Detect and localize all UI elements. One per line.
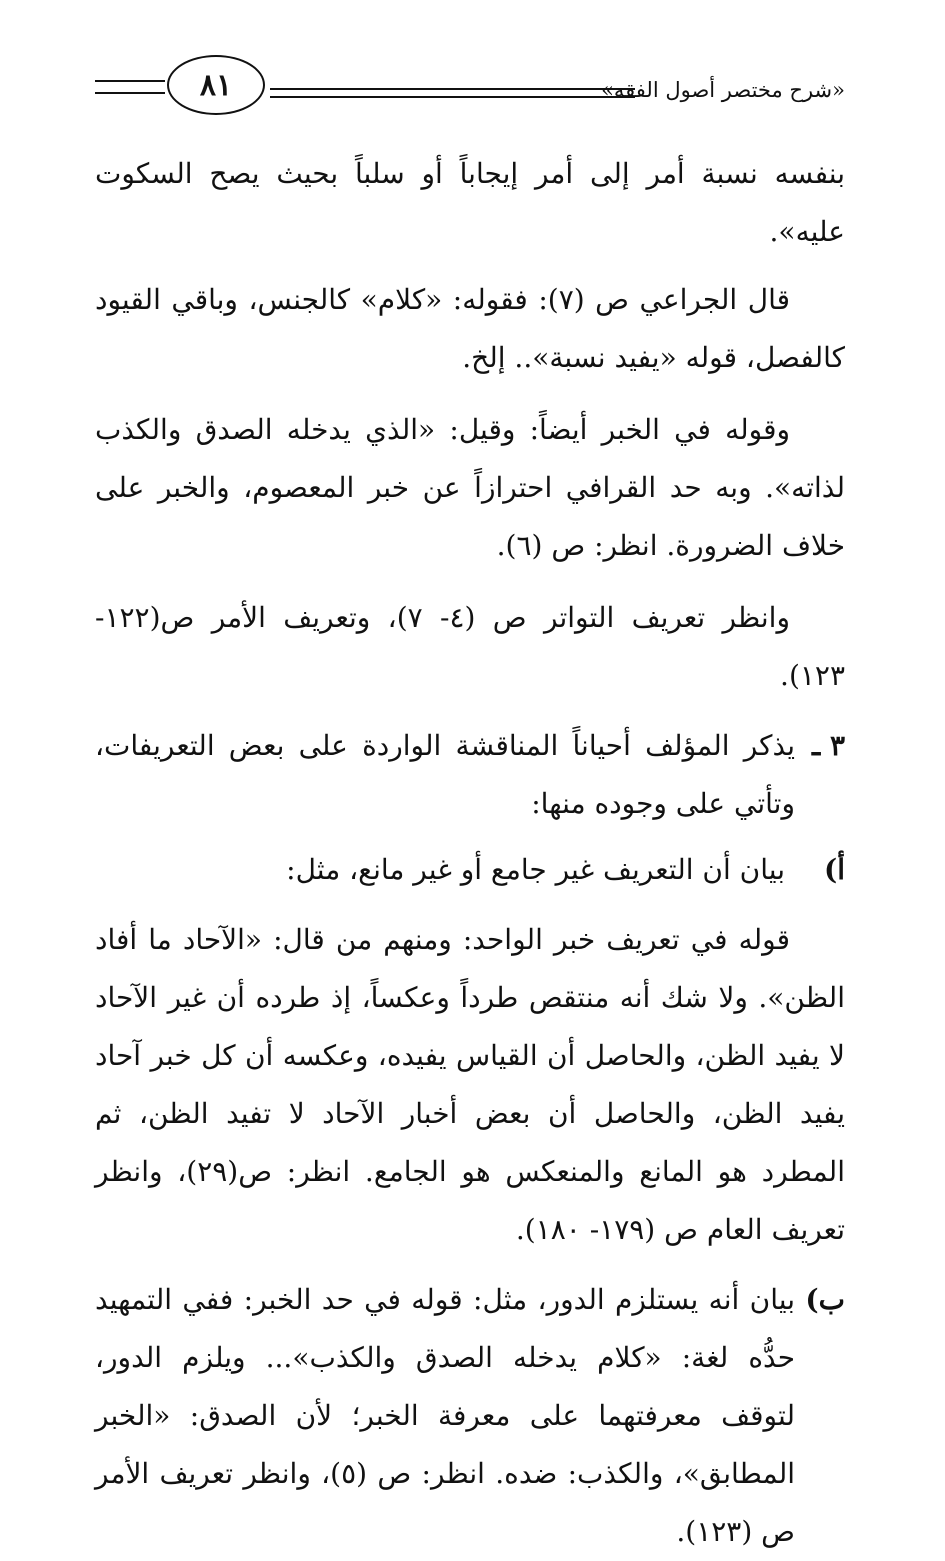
- paragraph-4: وانظر تعريف التواتر ص (٤- ٧)، وتعريف الأمر ص(١٢٢- ١٢٣).: [95, 601, 845, 692]
- list-item-b-label: ب): [805, 1283, 845, 1316]
- header-rule-right: [270, 88, 635, 98]
- paragraph-2: قال الجراعي ص (٧): فقوله: «كلام» كالجنس، وباقي القيود كالفصل، قوله «يفيد نسبة».. إلخ.: [95, 283, 845, 374]
- list-item-3-label: ٣ ـ: [812, 729, 845, 762]
- page-number-badge: [167, 55, 265, 115]
- header-rule-left: [95, 80, 165, 94]
- list-item-a: [95, 841, 845, 899]
- list-item-a-text: بيان أن التعريف غير جامع أو غير مانع، مثل:: [286, 853, 785, 886]
- paragraph-3: وقوله في الخبر أيضاً: وقيل: «الذي يدخله الصدق والكذب لذاته». وبه حد القرافي احترازاً عن خبر المعصوم، والخبر على خلاف الضرورة. انظر: ص (٦).: [95, 413, 845, 562]
- list-item-b-text: بيان أنه يستلزم الدور، مثل: قوله في حد الخبر: ففي التمهيد حدُّه لغة: «كلام يدخله الصدق والكذب»... ويلزم الدور، لتوقف معرفتهما على معرفة الخبر؛ لأن الصدق: «الخبر المطابق»، والكذب: ضده. انظر: ص (٥)، وانظر تعريف الأمر ص (١٢٣).: [95, 1283, 795, 1548]
- page-body: [95, 145, 845, 1561]
- paragraph-1: بنفسه نسبة أمر إلى أمر إيجاباً أو سلباً بحيث يصح السكوت عليه».: [95, 157, 845, 248]
- paragraph-5: قوله في تعريف خبر الواحد: ومنهم من قال: «الآحاد ما أفاد الظن». ولا شك أنه منتقص طرداً وعكساً، إذ طرده أن غير الآحاد لا يفيد الظن، والحاصل أن القياس يفيده، وعكسه أن كل خبر آحاد يفيد الظن، والحاصل أن بعض أخبار الآحاد لا تفيد الظن، ثم المطرد هو المانع والمنعكس هو الجامع. انظر: ص(٢٩)، وانظر تعريف العام ص (١٧٩- ١٨٠).: [95, 923, 845, 1246]
- list-item-a-label: أ): [823, 853, 845, 886]
- list-item-b: [95, 1271, 845, 1561]
- list-item-3-text: يذكر المؤلف أحياناً المناقشة الواردة على بعض التعريفات، وتأتي على وجوده منها:: [95, 729, 795, 820]
- page-number: ٨١: [199, 67, 233, 103]
- book-title: «شرح مختصر أصول الفقه»: [601, 78, 845, 102]
- list-item-3: [95, 717, 845, 833]
- page-header: [95, 50, 845, 120]
